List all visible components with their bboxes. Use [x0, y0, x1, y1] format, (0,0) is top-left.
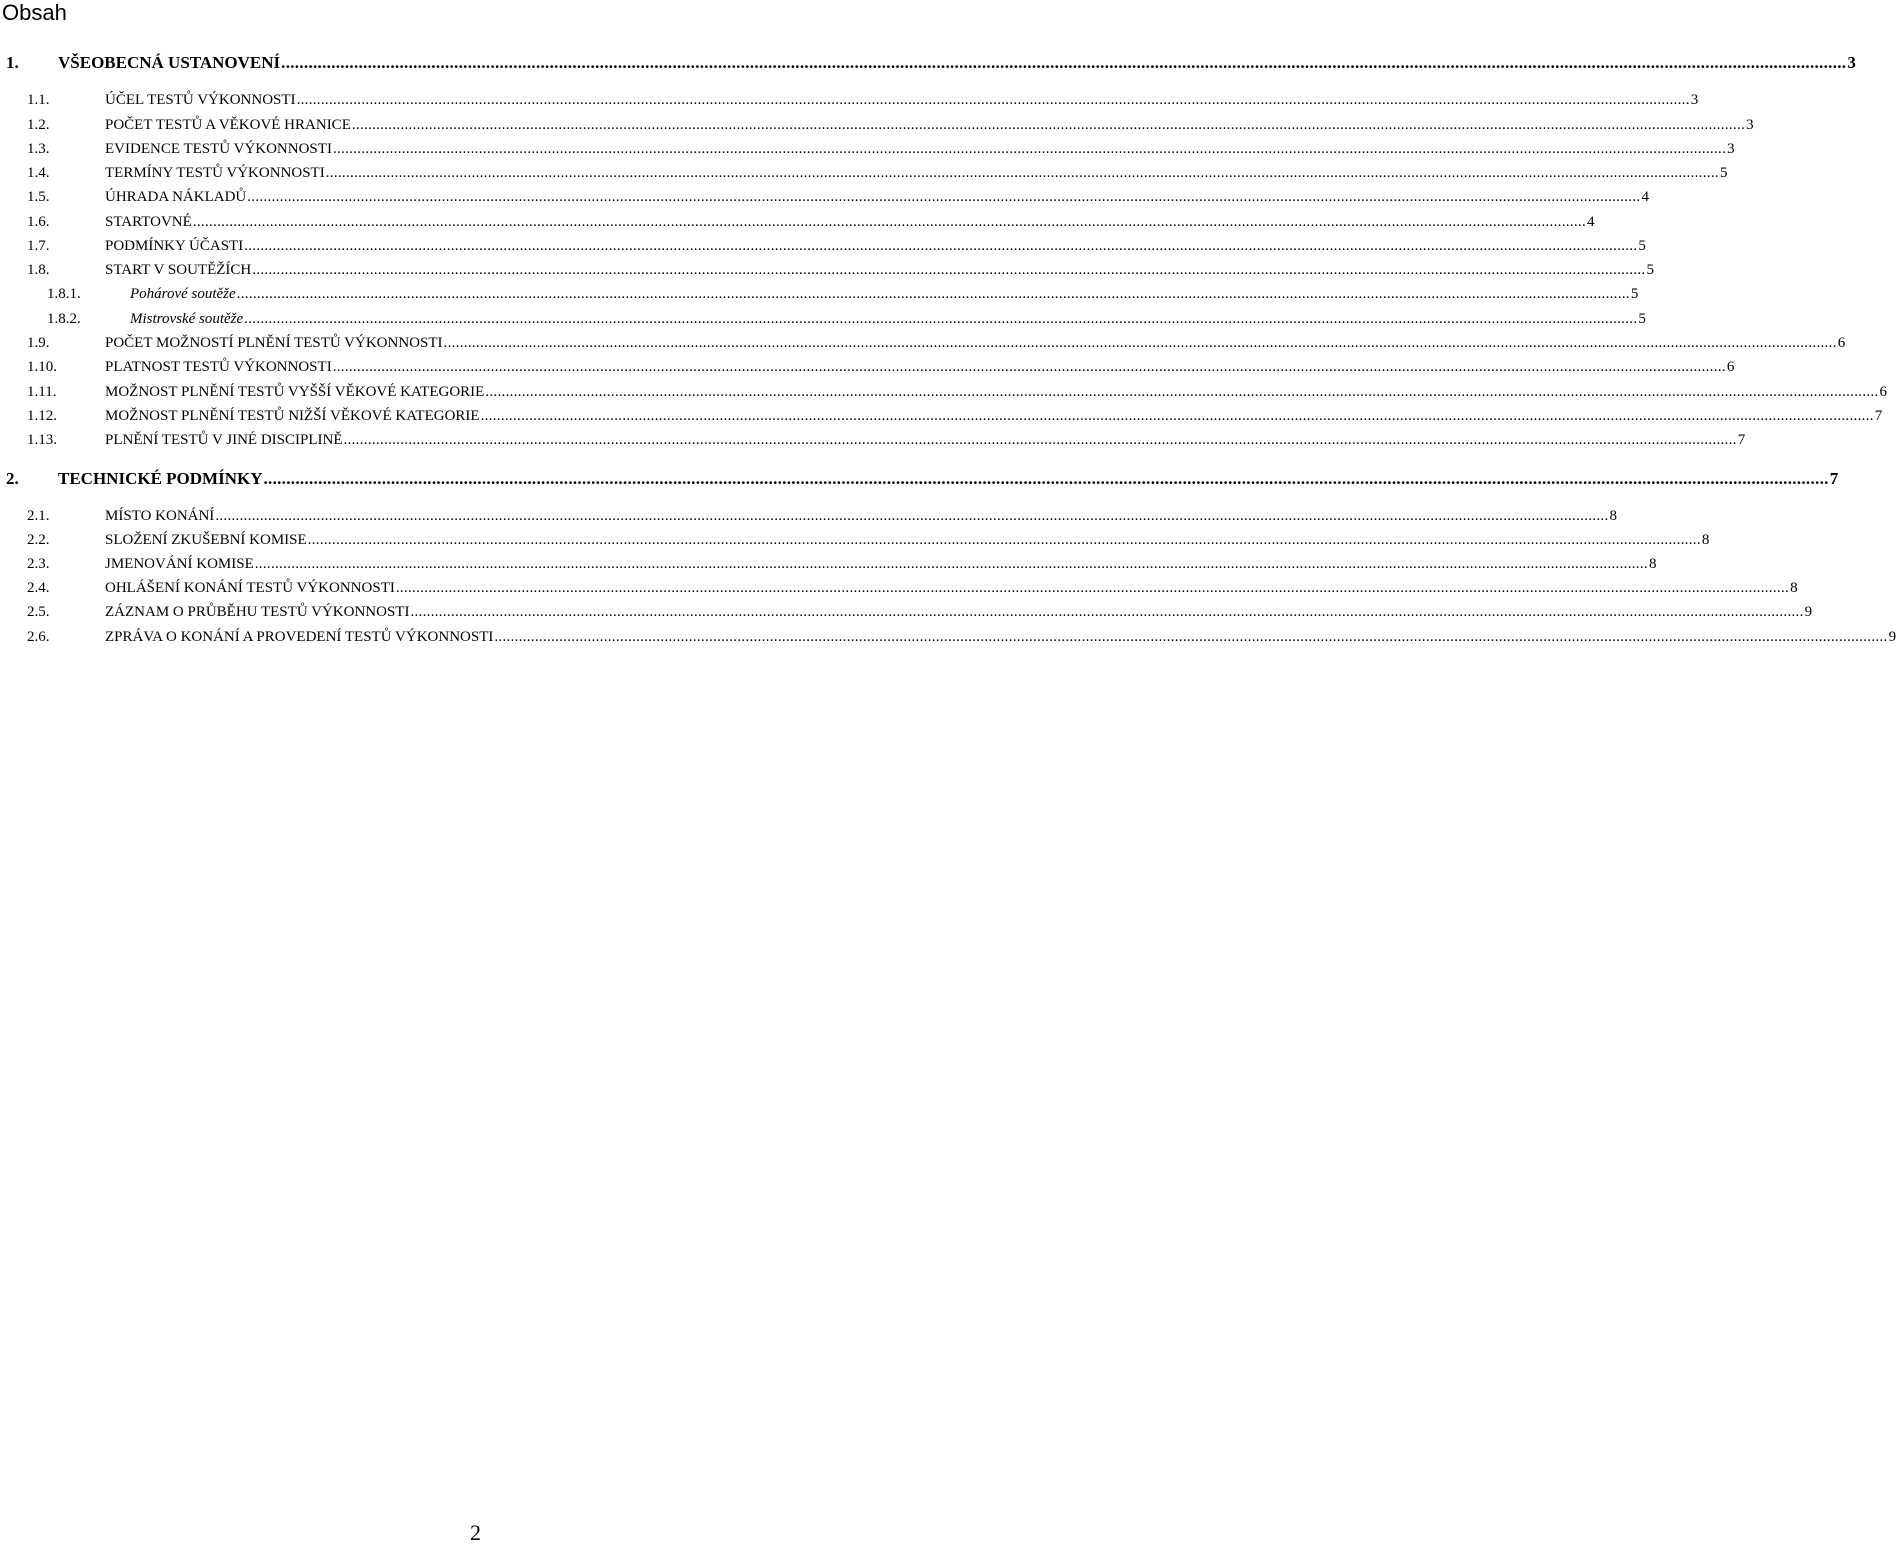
toc-leader-dots — [281, 52, 1846, 74]
toc-entry-page: 7 — [1737, 432, 1746, 448]
toc-entry-page: 5 — [1646, 262, 1654, 278]
toc-entry-page: 4 — [1641, 189, 1649, 205]
toc-entry-number: 2.6. — [27, 629, 50, 645]
toc-leader-dots — [344, 430, 1737, 450]
toc-entry-title: Mistrovské soutěže — [130, 311, 244, 327]
toc-entry[interactable] — [0, 236, 1646, 256]
toc-entry[interactable] — [0, 309, 1646, 329]
toc-leader-dots — [263, 468, 1828, 490]
toc-entry-page: 8 — [1648, 556, 1657, 572]
toc-entry-title: ZÁZNAM O PRŮBĚHU TESTŮ VÝKONNOSTI — [105, 604, 410, 620]
toc-entry-title: ÚČEL TESTŮ VÝKONNOSTI — [105, 92, 296, 108]
toc-entry-title: EVIDENCE TESTŮ VÝKONNOSTI — [105, 141, 332, 157]
toc-entry-page: 8 — [1790, 580, 1798, 596]
toc-leader-dots — [494, 627, 1887, 647]
toc-entry[interactable] — [0, 163, 1728, 183]
toc-entry[interactable] — [0, 139, 1735, 159]
toc-leader-dots — [333, 139, 1726, 159]
toc-entry-page: 6 — [1726, 359, 1735, 375]
toc-entry-title: START V SOUTĚŽÍCH — [105, 262, 252, 278]
toc-entry-title: MOŽNOST PLNĚNÍ TESTŮ NIŽŠÍ VĚKOVÉ KATEGORIE — [105, 408, 480, 424]
toc-entry-number: 2.4. — [27, 580, 50, 596]
toc-leader-dots — [444, 333, 1837, 353]
toc-entry-number: 1.7. — [27, 238, 50, 254]
toc-entry[interactable] — [0, 468, 1839, 490]
toc-entry-number: 1.9. — [27, 335, 50, 351]
toc-entry-page: 7 — [1829, 469, 1839, 488]
toc-entry[interactable] — [0, 90, 1699, 110]
toc-entry-title: POČET MOŽNOSTÍ PLNĚNÍ TESTŮ VÝKONNOSTI — [105, 335, 443, 351]
toc-entry-page: 5 — [1638, 311, 1646, 327]
toc-leader-dots — [396, 578, 1789, 598]
toc-entry-title: PLNĚNÍ TESTŮ V JINÉ DISCIPLINĚ — [105, 432, 343, 448]
toc-entry-title: SLOŽENÍ ZKUŠEBNÍ KOMISE — [105, 532, 307, 548]
toc-entry[interactable] — [0, 115, 1754, 135]
toc-leader-dots — [215, 506, 1608, 526]
toc-entry-number: 1.8.2. — [47, 311, 81, 327]
toc-leader-dots — [333, 357, 1726, 377]
toc-entry-number: 2.5. — [27, 604, 50, 620]
toc-entry-number: 1.10. — [27, 359, 57, 375]
toc-entry-number: 1.13. — [27, 432, 57, 448]
toc-entry-number: 1.1. — [27, 92, 50, 108]
toc-leader-dots — [244, 236, 1637, 256]
toc-entry-title: POČET TESTŮ A VĚKOVÉ HRANICE — [105, 117, 351, 133]
toc-entry-number: 1. — [6, 53, 19, 72]
toc-entry[interactable] — [0, 212, 1595, 232]
toc-entry-title: ÚHRADA NÁKLADŮ — [105, 189, 247, 205]
toc-leader-dots — [247, 187, 1640, 207]
toc-entry-page: 3 — [1690, 92, 1699, 108]
page-title: Obsah — [2, 0, 67, 25]
toc-entry-number: 2.1. — [27, 508, 50, 524]
toc-entry-number: 1.2. — [27, 117, 50, 133]
toc-entry[interactable] — [0, 284, 1639, 304]
toc-entry-page: 9 — [1804, 604, 1813, 620]
toc-entry-page: 5 — [1719, 165, 1728, 181]
toc-entry-title: STARTOVNÉ — [105, 214, 192, 230]
toc-leader-dots — [237, 284, 1630, 304]
toc-entry-page: 4 — [1587, 214, 1595, 230]
toc-entry-page: 3 — [1727, 141, 1735, 157]
toc-entry[interactable] — [0, 52, 1856, 74]
toc-leader-dots — [485, 382, 1878, 402]
toc-leader-dots — [326, 163, 1719, 183]
toc-leader-dots — [410, 602, 1803, 622]
toc-entry-number: 1.4. — [27, 165, 50, 181]
toc-entry-page: 3 — [1746, 117, 1754, 133]
toc-entry[interactable] — [0, 187, 1649, 207]
toc-entry-title: PODMÍNKY ÚČASTI — [105, 238, 244, 254]
toc-entry-title: VŠEOBECNÁ USTANOVENÍ — [58, 53, 281, 72]
toc-entry-title: MÍSTO KONÁNÍ — [105, 508, 215, 524]
toc-entry[interactable] — [0, 430, 1746, 450]
toc-entry[interactable] — [0, 382, 1888, 402]
page-number: 2 — [470, 1520, 481, 1545]
toc-entry-page: 3 — [1847, 53, 1856, 72]
toc-entry-page: 6 — [1879, 384, 1888, 400]
toc-entry-number: 1.11. — [27, 384, 57, 400]
toc-entry-page: 9 — [1888, 629, 1896, 645]
toc-entry[interactable] — [0, 357, 1735, 377]
toc-leader-dots — [252, 260, 1645, 280]
toc-entry-number: 1.6. — [27, 214, 50, 230]
toc-entry-title: ZPRÁVA O KONÁNÍ A PROVEDENÍ TESTŮ VÝKONNOSTI — [105, 629, 494, 645]
toc-entry-title: TERMÍNY TESTŮ VÝKONNOSTI — [105, 165, 325, 181]
toc-entry[interactable] — [0, 260, 1654, 280]
toc-entry-title: TECHNICKÉ PODMÍNKY — [58, 469, 263, 488]
toc-entry-title: OHLÁŠENÍ KONÁNÍ TESTŮ VÝKONNOSTI — [105, 580, 395, 596]
toc-entry-page: 5 — [1630, 286, 1639, 302]
toc-entry[interactable] — [0, 406, 1883, 426]
toc-entry-title: Pohárové soutěže — [130, 286, 236, 302]
toc-leader-dots — [308, 530, 1701, 550]
toc-entry[interactable] — [0, 333, 1846, 353]
toc-leader-dots — [481, 406, 1874, 426]
toc-entry-number: 2.3. — [27, 556, 50, 572]
toc-entry-number: 1.12. — [27, 408, 57, 424]
toc-entry-number: 1.3. — [27, 141, 50, 157]
toc-entry-page: 8 — [1609, 508, 1618, 524]
toc-entry-title: JMENOVÁNÍ KOMISE — [105, 556, 254, 572]
toc-leader-dots — [352, 115, 1745, 135]
toc-leader-dots — [255, 554, 1648, 574]
toc-entry-page: 7 — [1874, 408, 1883, 424]
toc-entry-number: 2. — [6, 469, 19, 488]
toc-entry[interactable] — [0, 578, 1798, 598]
toc-entry-number: 1.8. — [27, 262, 50, 278]
toc-leader-dots — [193, 212, 1586, 232]
toc-leader-dots — [297, 90, 1690, 110]
toc-entry-title: PLATNOST TESTŮ VÝKONNOSTI — [105, 359, 332, 375]
toc-entry-number: 1.8.1. — [47, 286, 81, 302]
toc-entry[interactable] — [0, 627, 1896, 647]
toc-entry-number: 1.5. — [27, 189, 50, 205]
toc-entry-page: 8 — [1701, 532, 1710, 548]
toc-entry[interactable] — [0, 530, 1710, 550]
toc-leader-dots — [244, 309, 1637, 329]
toc-entry-page: 5 — [1638, 238, 1646, 254]
toc-entry[interactable] — [0, 554, 1657, 574]
toc-entry-title: MOŽNOST PLNĚNÍ TESTŮ VYŠŠÍ VĚKOVÉ KATEGORIE — [105, 384, 485, 400]
toc-entry-page: 6 — [1837, 335, 1846, 351]
toc-entry-number: 2.2. — [27, 532, 50, 548]
toc-entry[interactable] — [0, 602, 1813, 622]
toc-entry[interactable] — [0, 506, 1618, 526]
